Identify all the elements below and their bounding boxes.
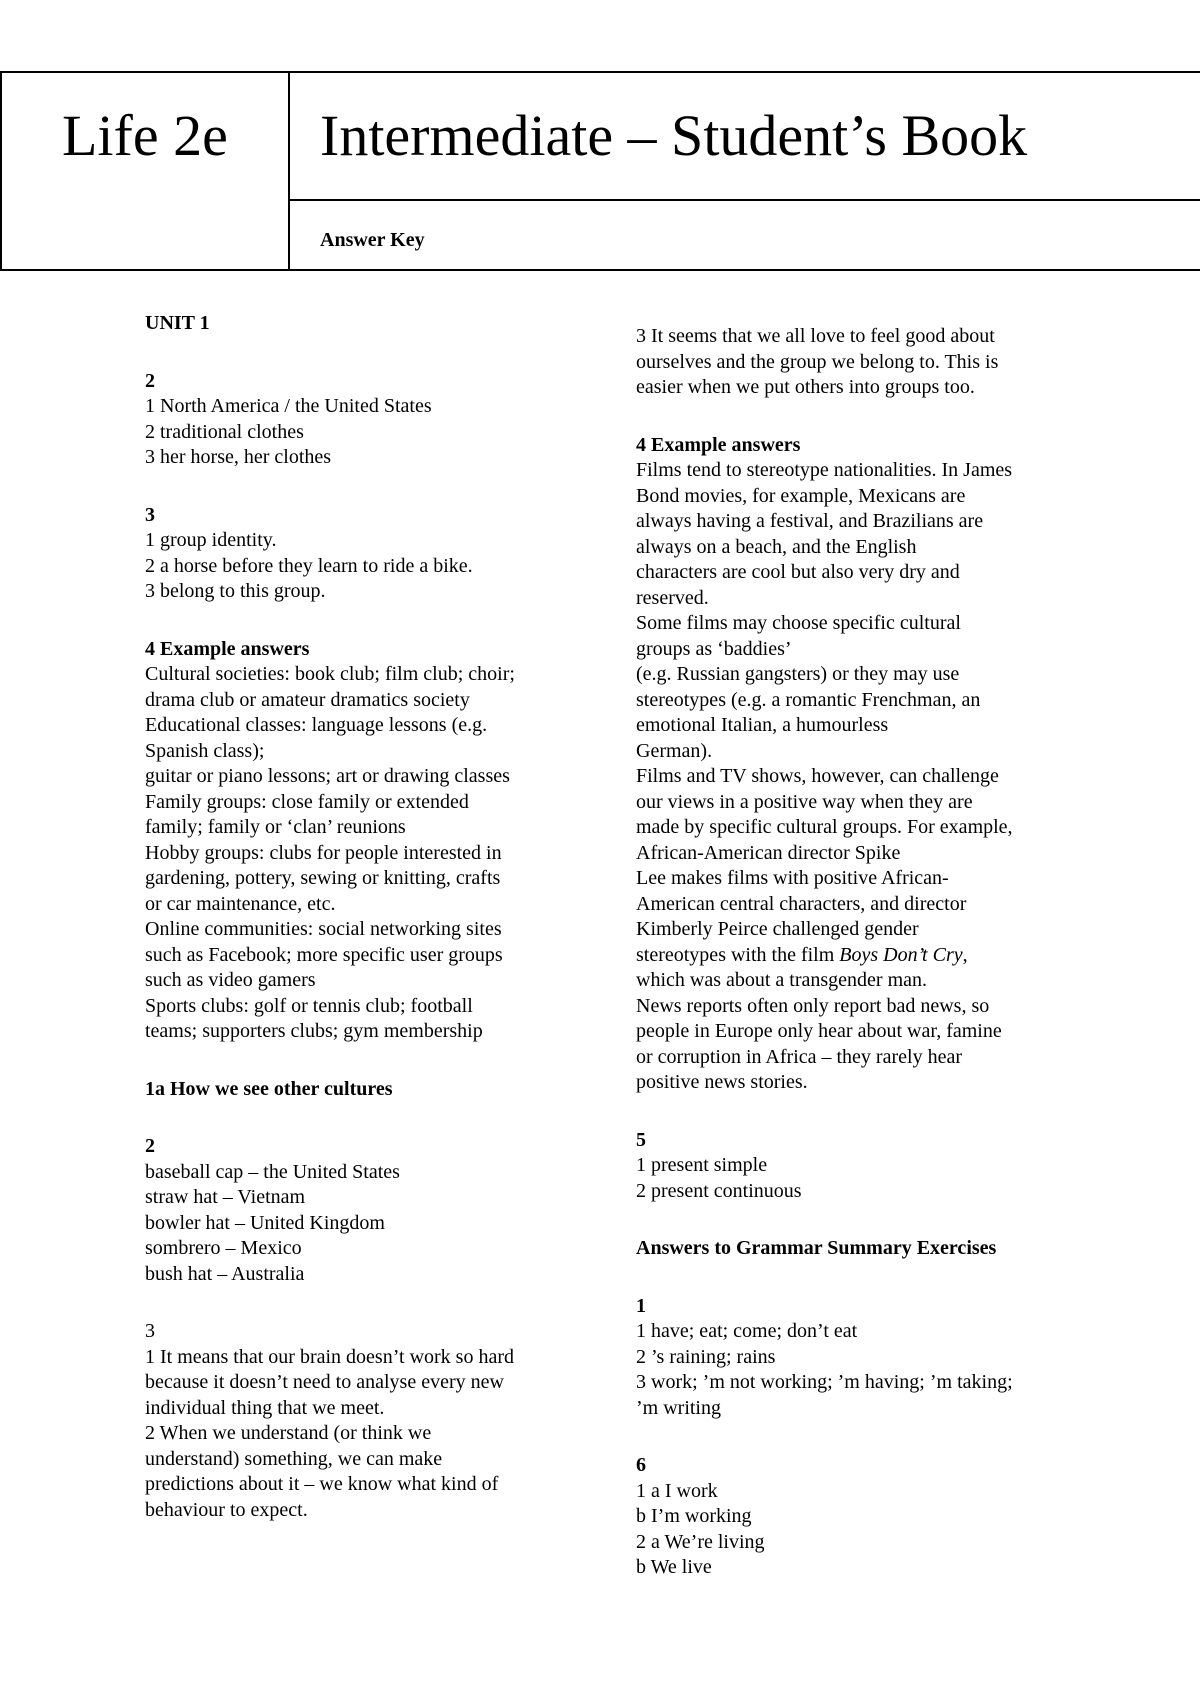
answer-line: individual thing that we meet. xyxy=(145,1396,385,1419)
answer-line: which was about a transgender man. xyxy=(636,969,928,991)
answer-line: ’m writing xyxy=(636,1396,721,1419)
answer-line: gardening, pottery, sewing or knitting, crafts xyxy=(145,867,501,889)
answer-line: 1 a I work xyxy=(636,1479,718,1502)
answer-line: behaviour to expect. xyxy=(145,1498,308,1521)
film-sentence-comma: , xyxy=(962,943,968,966)
section-heading: 4 Example answers xyxy=(636,433,801,456)
answer-line: b We live xyxy=(636,1556,712,1578)
answer-line: because it doesn’t need to analyse every new xyxy=(145,1371,504,1393)
answer-line: such as video gamers xyxy=(145,969,316,991)
answer-line: Educational classes: language lessons (e.g. xyxy=(145,714,488,736)
answer-line: African-American director Spike xyxy=(636,841,901,864)
section-heading: 2 xyxy=(145,1135,155,1157)
answer-line: emotional Italian, a humourless xyxy=(636,714,889,736)
answer-line: teams; supporters clubs; gym membership xyxy=(145,1020,483,1042)
section-1a-4-example-answers xyxy=(636,433,1076,1096)
answer-line: groups as ‘baddies’ xyxy=(636,637,792,660)
answer-line: Family groups: close family or extended xyxy=(145,790,469,813)
answer-line: German). xyxy=(636,739,713,762)
answer-line xyxy=(636,943,1076,969)
answer-line: straw hat – Vietnam xyxy=(145,1186,306,1208)
answer-line: 2 When we understand (or think we xyxy=(145,1422,432,1444)
answer-line: easier when we put others into groups too. xyxy=(636,376,975,398)
section-heading: 2 xyxy=(145,369,155,392)
answer-line: 2 ’s raining; rains xyxy=(636,1345,776,1368)
right-column xyxy=(636,324,1076,1613)
section-heading: 1 xyxy=(636,1294,646,1317)
answer-line: American central characters, and director xyxy=(636,892,967,915)
answer-line: Sports clubs: golf or tennis club; football xyxy=(145,994,473,1017)
answer-line: Kimberly Peirce challenged gender xyxy=(636,918,919,940)
header-divider xyxy=(290,199,1200,201)
grammar-exercise-1 xyxy=(636,1294,1076,1422)
header xyxy=(0,71,1200,271)
answer-line: ourselves and the group we belong to. This is xyxy=(636,350,999,373)
film-sentence-start: stereotypes with the film xyxy=(636,943,840,966)
answer-line: sombrero – Mexico xyxy=(145,1237,302,1259)
answer-line: always having a festival, and Brazilians are xyxy=(636,510,984,532)
answer-line: 2 a horse before they learn to ride a bike. xyxy=(145,554,473,577)
answer-line: 3 belong to this group. xyxy=(145,580,326,602)
answer-line: Bond movies, for example, Mexicans are xyxy=(636,484,966,507)
section-1a xyxy=(145,1077,575,1103)
answer-line: drama club or amateur dramatics society xyxy=(145,688,470,711)
answer-line: 1 present simple xyxy=(636,1154,768,1176)
answer-line: bowler hat – United Kingdom xyxy=(145,1211,385,1234)
section-heading: 1a How we see other cultures xyxy=(145,1077,393,1100)
answer-line: Films tend to stereotype nationalities. In James xyxy=(636,459,1013,481)
answer-line: reserved. xyxy=(636,586,709,609)
section-2 xyxy=(145,369,575,471)
answer-line: guitar or piano lessons; art or drawing classes xyxy=(145,765,510,787)
answer-line: understand) something, we can make xyxy=(145,1447,443,1470)
section-heading: 3 xyxy=(145,1320,155,1342)
section-heading: Answers to Grammar Summary Exercises xyxy=(636,1237,997,1259)
answer-line: Hobby groups: clubs for people interested in xyxy=(145,841,502,864)
answer-line: Online communities: social networking sites xyxy=(145,918,502,940)
answer-line: or corruption in Africa – they rarely hear xyxy=(636,1045,962,1068)
answer-line: family; family or ‘clan’ reunions xyxy=(145,816,406,838)
section-heading: 4 Example answers xyxy=(145,637,310,660)
answer-line: our views in a positive way when they are xyxy=(636,790,973,813)
answer-line: 2 traditional clothes xyxy=(145,420,304,443)
answer-line: or car maintenance, etc. xyxy=(145,892,336,915)
answer-line: News reports often only report bad news, so xyxy=(636,994,990,1017)
answer-line: Spanish class); xyxy=(145,739,265,762)
grammar-exercise-6 xyxy=(636,1453,1076,1581)
answer-line: 3 her horse, her clothes xyxy=(145,446,332,468)
section-heading: 3 xyxy=(145,503,155,526)
section-3 xyxy=(145,503,575,605)
answer-line: positive news stories. xyxy=(636,1071,808,1093)
answer-line: 3 It seems that we all love to feel good about xyxy=(636,325,995,347)
answer-line: people in Europe only hear about war, famine xyxy=(636,1020,1002,1042)
answer-line: baseball cap – the United States xyxy=(145,1160,400,1183)
answer-line: Lee makes films with positive African- xyxy=(636,867,949,889)
answer-line: made by specific cultural groups. For example, xyxy=(636,816,1013,838)
answer-line: Cultural societies: book club; film club; choir; xyxy=(145,663,515,685)
section-1a-3 xyxy=(145,1319,575,1523)
answer-line: (e.g. Russian gangsters) or they may use xyxy=(636,663,960,685)
answer-line: 3 work; ’m not working; ’m having; ’m taking; xyxy=(636,1371,1013,1393)
answer-line: 1 It means that our brain doesn’t work so hard xyxy=(145,1345,514,1368)
answer-line: such as Facebook; more specific user groups xyxy=(145,943,503,966)
answer-line: 2 present continuous xyxy=(636,1179,802,1202)
answer-line: stereotypes (e.g. a romantic Frenchman, an xyxy=(636,688,981,711)
answer-line: 1 have; eat; come; don’t eat xyxy=(636,1320,858,1342)
unit-heading: UNIT 1 xyxy=(145,312,210,334)
brand-title: Life 2e xyxy=(62,103,228,168)
film-title: Boys Don’t Cry xyxy=(839,943,963,966)
answer-line: always on a beach, and the English xyxy=(636,535,917,558)
answer-line: bush hat – Australia xyxy=(145,1262,305,1285)
answer-line: b I’m working xyxy=(636,1505,752,1527)
section-heading: 5 xyxy=(636,1128,646,1151)
page-title: Intermediate – Student’s Book xyxy=(320,103,1028,168)
section-1a-5 xyxy=(636,1128,1076,1205)
answer-line: 1 group identity. xyxy=(145,529,277,551)
answer-line: predictions about it – we know what kind of xyxy=(145,1473,499,1495)
answer-line: Some films may choose specific cultural xyxy=(636,612,961,634)
section-1a-2 xyxy=(145,1134,575,1287)
grammar-summary-heading xyxy=(636,1236,1076,1262)
answer-line: characters are cool but also very dry and xyxy=(636,561,960,583)
section-heading: 6 xyxy=(636,1454,646,1476)
section-4-example-answers xyxy=(145,637,575,1045)
answer-line: 1 North America / the United States xyxy=(145,395,432,417)
section-1a-3-continued xyxy=(636,324,1076,401)
left-column xyxy=(145,311,575,1555)
answer-line: Films and TV shows, however, can challenge xyxy=(636,765,999,787)
answer-line: 2 a We’re living xyxy=(636,1530,765,1553)
page-subtitle: Answer Key xyxy=(320,229,425,251)
